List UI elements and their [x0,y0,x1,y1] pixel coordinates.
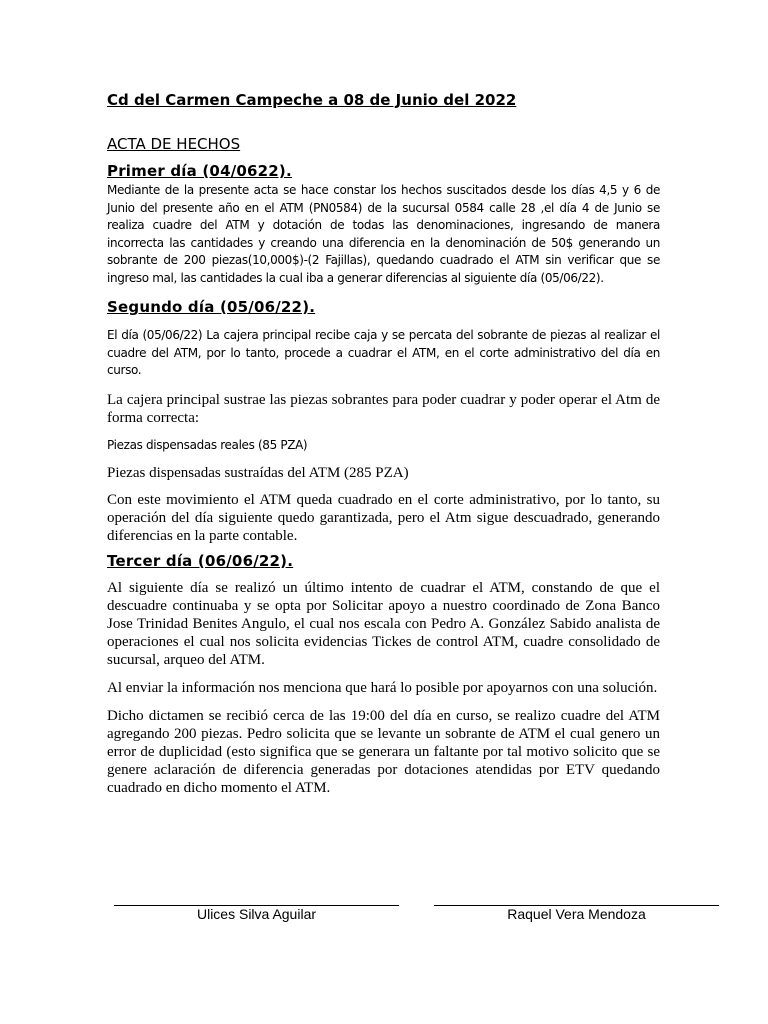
document-body [107,88,660,797]
day3-paragraph-3: Dicho dictamen se recibió cerca de las 19:00 del día en curso, se realizo cuadre del ATM agregando 200 piezas. Pedro solicita que se levante un sobrante de ATM el cual genero un error de duplicidad (esto significa que se generara un faltante por tal motivo solicito que se genere aclaración de diferencia generadas por dotaciones atendidas por ETV quedando cuadrado en dicho momento el ATM. [107,708,660,796]
signature-name-right: Raquel Vera Mendoza [507,906,646,922]
day2-paragraph-2: La cajera principal sustrae las piezas sobrantes para poder cuadrar y poder operar el Atm de forma correcta: [107,391,660,426]
day3-paragraph-2: Al enviar la información nos menciona que hará lo posible por apoyarnos con una solución. [107,680,658,696]
day1-heading: Primer día (04/0622). [107,162,292,180]
document-title: ACTA DE HECHOS [107,135,241,153]
day3-paragraph-1: Al siguiente día se realizó un último intento de cuadrar el ATM, constando de que el descuadre continuaba y se opta por Solicitar apoyo a nuestro coordinado de Zona Banco Jose Trinidad Benites Angulo, el cual nos escala con Pedro A. González Sabido analista de operaciones el cual nos solicita evidencias Tickes de control ATM, cuadre consolidado de sucursal, arqueo del ATM. [107,580,660,668]
day2-line-real: Piezas dispensadas reales (85 PZA) [107,437,308,452]
day2-heading: Segundo día (05/06/22). [107,298,316,316]
day3-heading: Tercer día (06/06/22). [107,552,294,570]
signature-name-left: Ulices Silva Aguilar [196,906,317,922]
day2-paragraph-1: El día (05/06/22) La cajera principal recibe caja y se percata del sobrante de piezas al realizar el cuadre del ATM, por lo tanto, procede a cuadrar el ATM, en el corte administrativo del día en curso. [107,328,660,377]
day2-paragraph-3: Con este movimiento el ATM queda cuadrado en el corte administrativo, por lo tanto, su operación del día siguiente quedo garantizada, pero el Atm sigue descuadrado, generando diferencias en la parte contable. [107,492,660,544]
place-date-heading: Cd del Carmen Campeche a 08 de Junio del 2022 [107,91,517,109]
day2-line-sustraidas: Piezas dispensadas sustraídas del ATM (285 PZA) [107,465,409,481]
day1-paragraph: Mediante de la presente acta se hace constar los hechos suscitados desde los días 4,5 y 6 de Junio del presente año en el ATM (PN0584) de la sucursal 0584 calle 28 ,el día 4 de Junio se realiza cuadre del ATM y dotación de todas las denominaciones, ingresando de manera incorrecta las cantidades y creando una diferencia en la denominación de 50$ generando un sobrante de 200 piezas(10,000$)-(2 Fajillas), quedando cuadrado el ATM sin verificar que se ingreso mal, las cantidades la cual iba a generar diferencias al siguiente día (05/06/22). [107,183,660,285]
